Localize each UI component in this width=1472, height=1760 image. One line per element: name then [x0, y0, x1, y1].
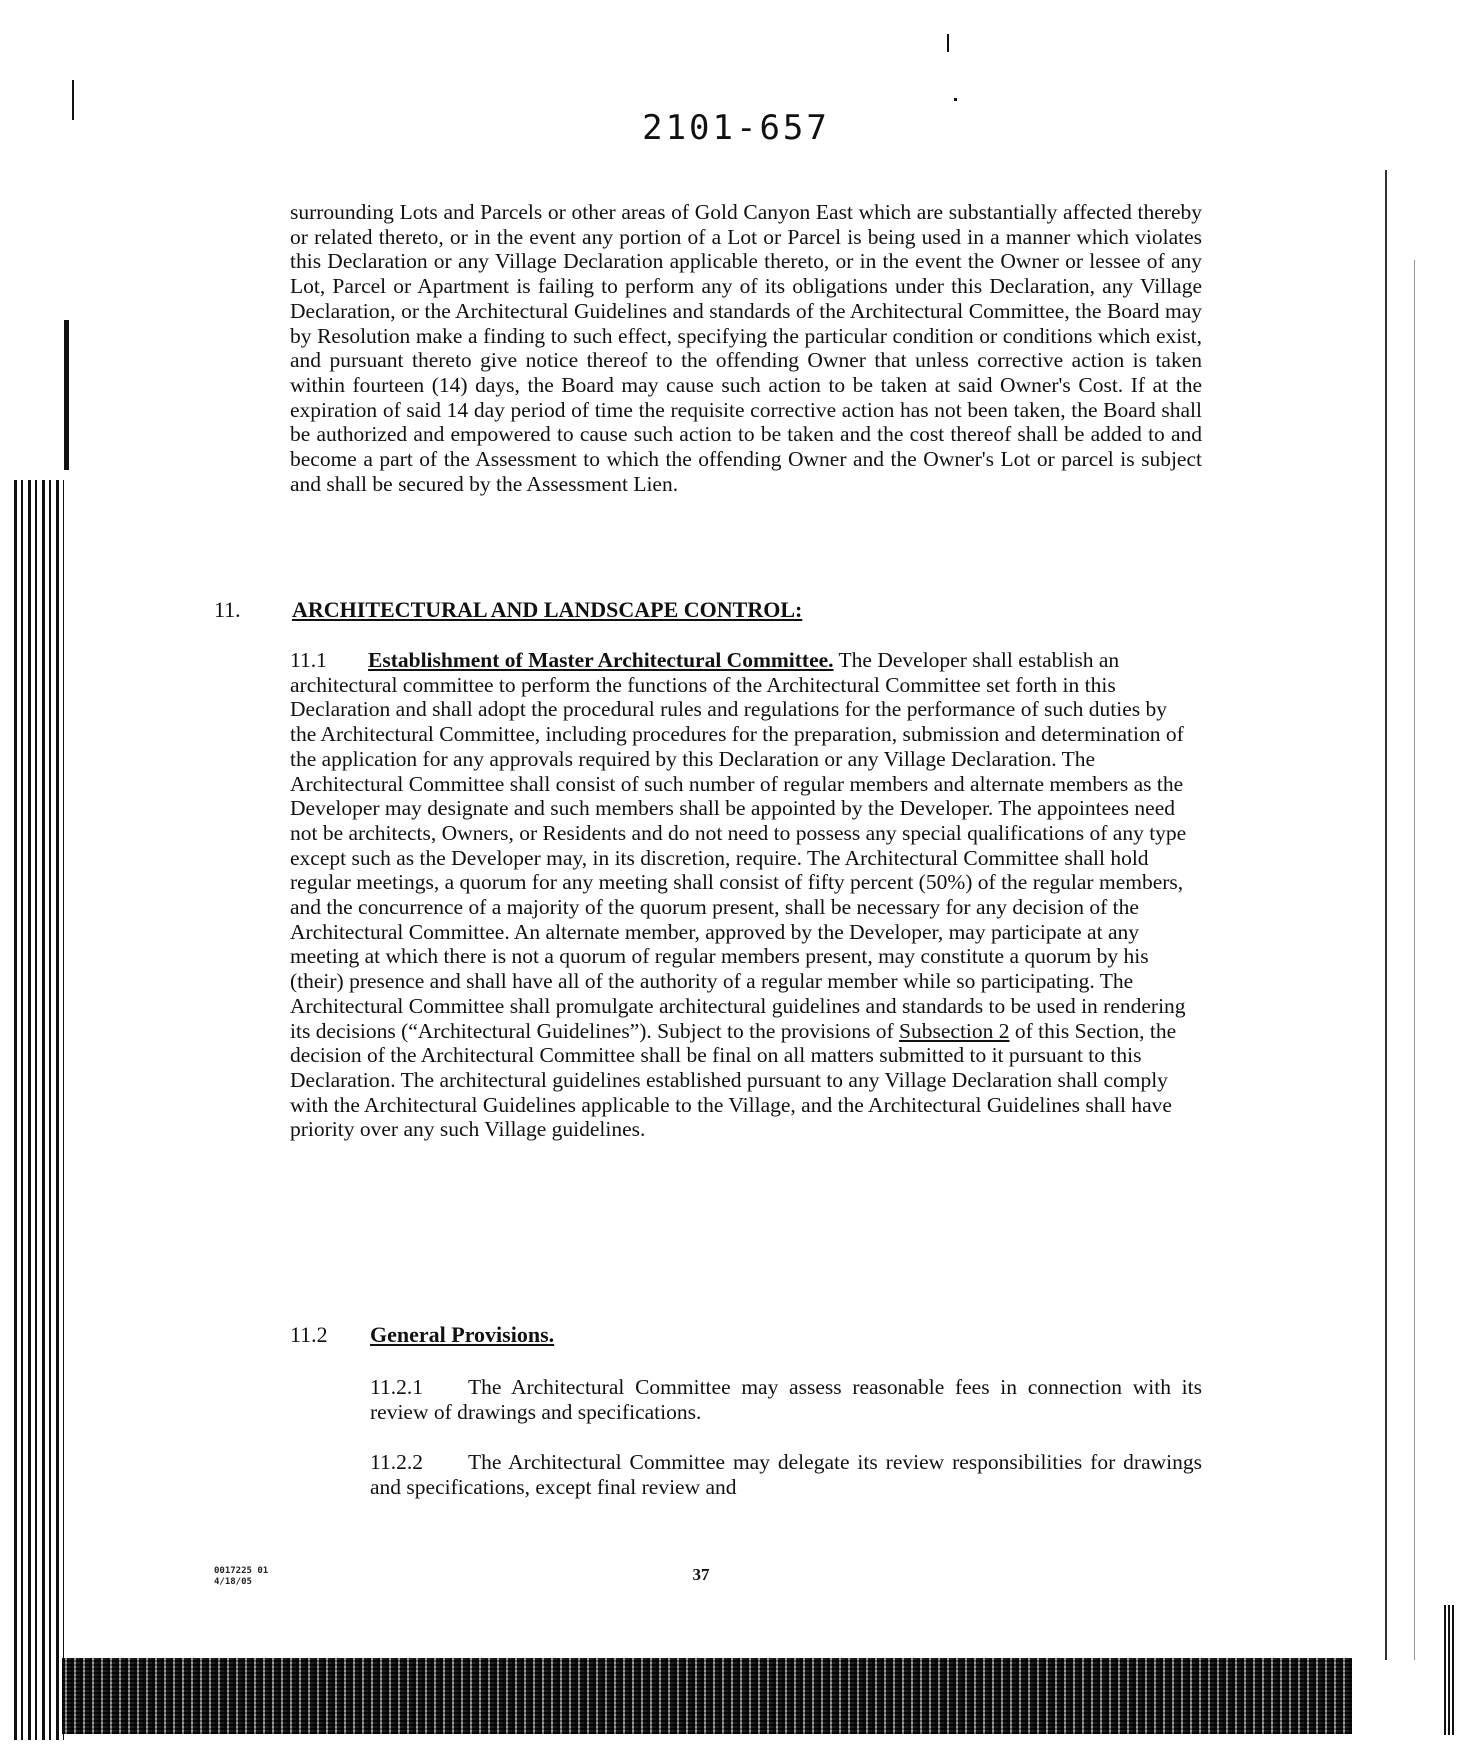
footer-code-line: 0017225 01: [214, 1566, 269, 1576]
subsection-heading: Establishment of Master Architectural Committee.: [368, 648, 834, 672]
item-11-2-1-paragraph: [370, 1375, 1202, 1424]
scan-mark-left-bar: [64, 320, 69, 470]
section-number: 11.: [214, 597, 241, 622]
scan-mark-left-strip: [14, 480, 64, 1740]
document-number: 2101-657: [642, 108, 830, 148]
scan-mark-top: [947, 34, 949, 52]
subsection-11-1-paragraph: [290, 648, 1196, 1142]
paragraph-continuation: surrounding Lots and Parcels or other areas of Gold Canyon East which are substantially affected thereby or related thereto, or in the event any portion of a Lot or Parcel is being used in a manner which violates this Declaration or any Village Declaration applicable thereto, or in the event the Owner or lessee of any Lot, Parcel or Apartment is failing to perform any of its obligations under this Declaration, any Village Declaration, or the Architectural Guidelines and standards of the Architectural Committee, the Board may by Resolution make a finding to such effect, specifying the particular condition or conditions which exist, and pursuant thereto give notice thereof to the offending Owner that unless corrective action is taken within fourteen (14) days, the Board may cause such action to be taken at said Owner's Cost. If at the expiration of said 14 day period of time the requisite corrective action has not been taken, the Board shall be authorized and empowered to cause such action to be taken and the cost thereof shall be added to and become a part of the Assessment to which the offending Owner and the Owner's Lot or parcel is subject and shall be secured by the Assessment Lien.: [290, 200, 1202, 496]
subsection-reference: Subsection 2: [899, 1018, 1010, 1043]
scan-noise-bottom: [62, 1658, 1352, 1734]
item-number: 11.2.1: [370, 1375, 423, 1399]
page-number: 37: [692, 1565, 710, 1584]
item-number: 11.2.2: [370, 1450, 423, 1474]
scan-mark-right-corner: [1444, 1605, 1454, 1735]
subsection-text-part1: The Developer shall establish an architectural committee to perform the functions of the Architectural Committee set forth in this Declaration and shall adopt the procedural rules and regulations for the performance of such duties by the Architectural Committee, including procedures for the preparation, submission and determination of the application for any approvals required by this Declaration or any Village Declaration. The Architectural Committee shall consist of such number of regular members and alternate members as the Developer may designate and such members shall be appointed by the Developer. The appointees need not be architects, Owners, or Residents and do not need to possess any special qualifications of any type except such as the Developer may, in its discretion, require. The Architectural Committee shall hold regular meetings, a quorum for any meeting shall consist of fifty percent (50%) of the regular members, and the concurrence of a majority of the quorum present, shall be necessary for any decision of the Architectural Committee. An alternate member, approved by the Developer, may participate at any meeting at which there is not a quorum of regular members present, may constitute a quorum by his (their) presence and shall have all of the authority of a regular member while so participating. The Architectural Committee shall promulgate architectural guidelines and standards to be used in rendering its decisions (“Architectural Guidelines”). Subject to the provisions of: [290, 648, 1187, 1043]
subsection-11-2-title: General Provisions.: [370, 1322, 555, 1347]
scan-mark-dot: [954, 98, 957, 101]
scan-mark-right-thin: [1414, 260, 1415, 1660]
subsection-text-part2: of this Section, the decision of the Architectural Committee shall be final on all matters submitted to it pursuant to this Declaration. The architectural guidelines established pursuant to any Village Declaration shall comply with the Architectural Guidelines applicable to the Village, and the Architectural Guidelines shall have priority over any such Village guidelines.: [290, 1018, 1177, 1142]
subsection-number: 11.1: [290, 648, 327, 672]
item-11-2-2-paragraph: [370, 1450, 1202, 1499]
subsection-11-2-number: 11.2: [290, 1322, 328, 1347]
scan-mark-right-line: [1385, 170, 1387, 1660]
item-text: The Architectural Committee may delegate its review responsibilities for drawings and specifications, except final review and: [370, 1450, 1202, 1499]
item-text: The Architectural Committee may assess reasonable fees in connection with its review of drawings and specifications.: [370, 1375, 1202, 1424]
section-title: ARCHITECTURAL AND LANDSCAPE CONTROL:: [292, 597, 803, 622]
footer-date-line: 4/18/05: [214, 1577, 252, 1587]
